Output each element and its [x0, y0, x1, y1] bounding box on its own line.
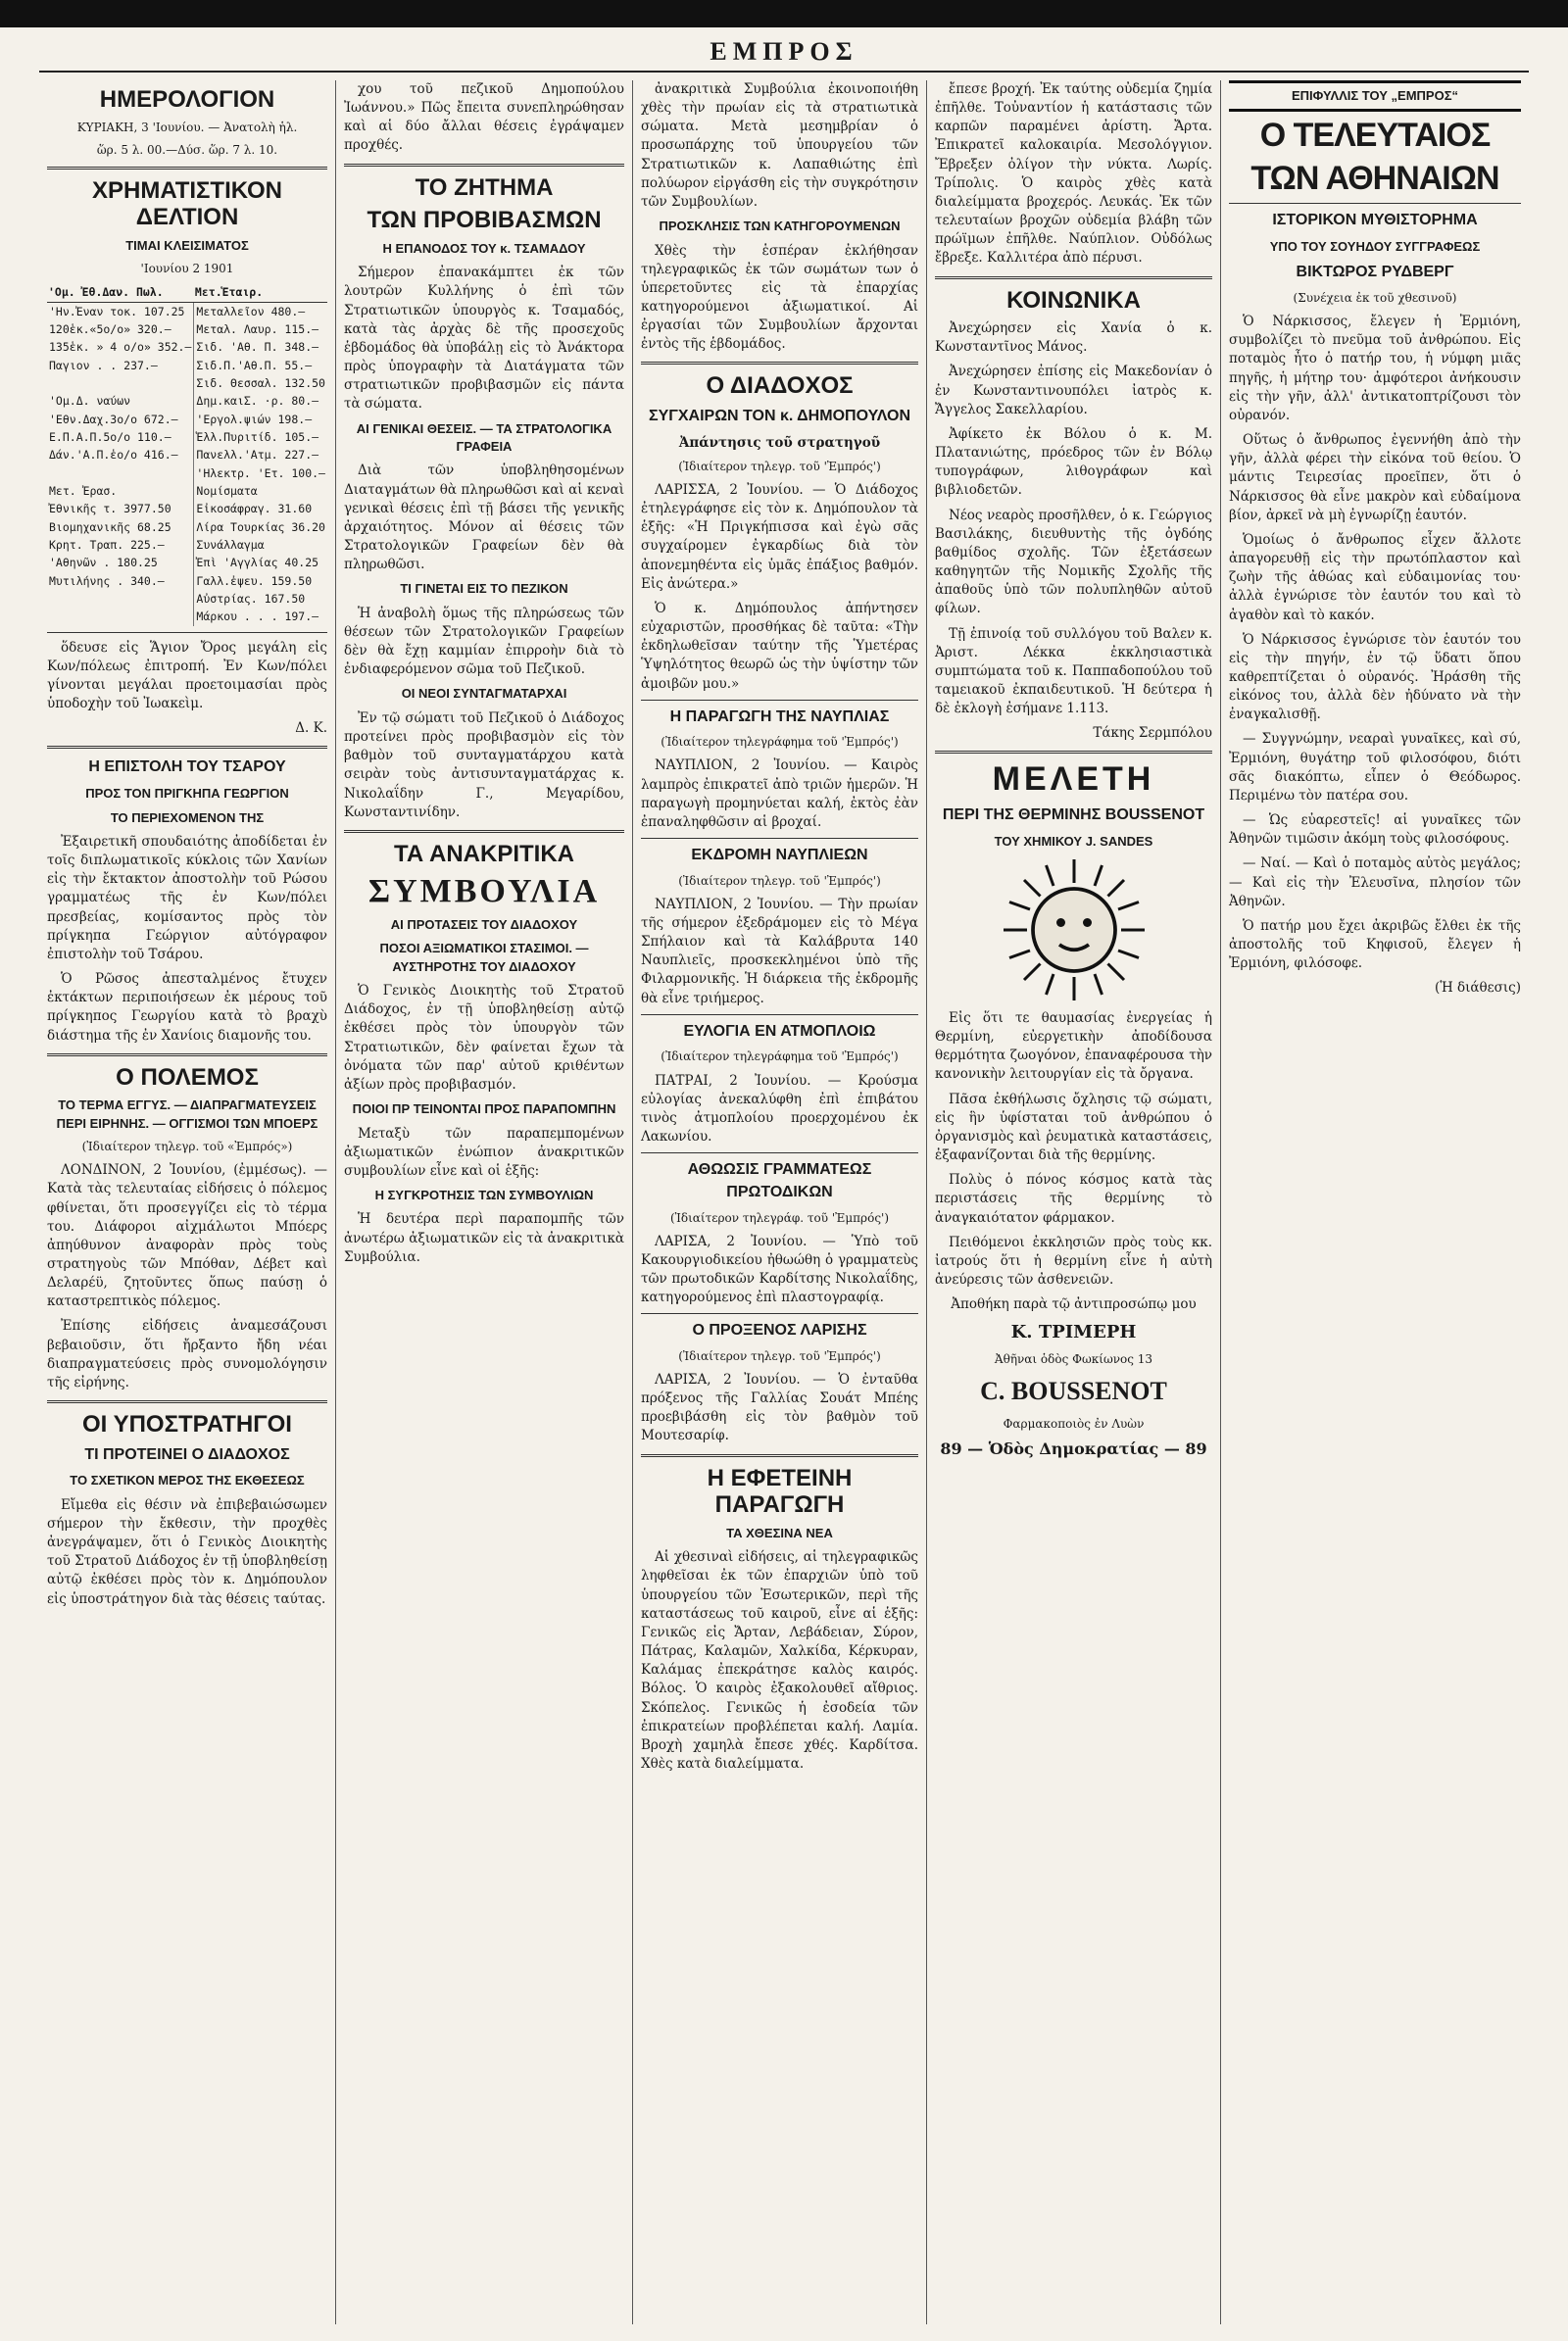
war-source: (Ἰδιαίτερον τηλεγρ. τοῦ «Ἐμπρός») — [81, 1140, 293, 1154]
ship-source: (Ἰδιαίτερον τηλεγράφημα τοῦ 'Ἐμπρός') — [661, 1049, 899, 1064]
study-agent-address: Ἀθῆναι ὁδὸς Φωκίωνος 13 — [994, 1351, 1153, 1366]
councils-subtitle: ΑΙ ΠΡΟΤΑΣΕΙΣ ΤΟΥ ΔΙΑΔΟΧΟΥ — [390, 916, 578, 932]
stock-cell-left: Βιομηχανικῆς 68.25 — [47, 518, 194, 536]
study-agent-note: Ἀποθήκη παρὰ τῷ ἀντιπροσώπῳ μου — [951, 1296, 1197, 1313]
social-paragraph: Τῇ ἐπινοίᾳ τοῦ συλλόγου τοῦ Βαλεν κ. Ἀριστ. Λέκκα ἐκκλησιαστικὰ συμπτώματα τοῦ κ. Παππαδοπούλου τοῦ ταμειακοῦ ἐκπαιδευτικοῦ. Ἡ δεύτερα ἡ δὲ ἐκλογὴ ἐσήμανε 1.113. — [935, 625, 1212, 717]
stock-cell-left: Ἐθνικῆς τ. 3977.50 — [47, 500, 194, 517]
calendar-line: ὥρ. 5 λ. 00.—Δύσ. ὥρ. 7 λ. 10. — [96, 142, 278, 157]
war-subtitle: ΤΟ ΤΕΡΜΑ ΕΓΓΥΣ. — ΔΙΑΠΡΑΓΜΑΤΕΥΣΕΙΣ ΠΕΡΙ ΕΙΡΗΝΗΣ. — ΟΓΓΙΣΜΟΙ ΤΩΝ ΜΠΟΕΡΣ — [56, 1097, 318, 1131]
question-paragraph: Σήμερον ἐπανακάμπτει ἐκ τῶν λουτρῶν Κυλλήνης ὁ ἐπὶ τῶν Στρατιωτικῶν ὑπουργὸς κ. Τσαμαδός, κατὰ τὰς ἀρχὰς δὲ τῆς προσεχοῦς ἑβδομάδος θὰ ὑποβάλῃ εἰς τὸ Ἀνάκτορα πρὸς ὑπογραφὴν τὰ Διατάγματα τῶν στρατιωτικῶν προβιβασμῶν εἰς πάντα τὰ σώματα. — [344, 265, 624, 413]
consul-source: (Ἰδιαίτερον τηλεγρ. τοῦ 'Ἐμπρός') — [678, 1348, 881, 1363]
divider — [344, 830, 624, 833]
harvest-subtitle: ΤΑ ΧΘΕΣΙΝΑ ΝΕΑ — [726, 1525, 833, 1540]
stock-cell-left: 135ἑκ. » 4 ο/ο» 352.— — [47, 338, 194, 356]
question-title: ΤΟ ΖΗΤΗΜΑ — [415, 173, 554, 201]
stock-cell-left — [47, 374, 194, 392]
study-subtitle: ΠΕΡΙ ΤΗΣ ΘΕΡΜΙΝΗΣ BOUSSENOT — [942, 805, 1205, 823]
consul-title: Ο ΠΡΟΞΕΝΟΣ ΛΑΡΙΣΗΣ — [692, 1322, 867, 1340]
councils-title: ΤΑ ΑΝΑΚΡΙΤΙΚΑ — [394, 840, 574, 867]
stock-cell-right: Πανελλ.'Ατμ. 227.— — [196, 448, 319, 463]
heir-paragraph: ΛΑΡΙΣΣΑ, 2 Ἰουνίου. — Ὁ Διάδοχος ἐτηλεγράφησε εἰς τὸν κ. Δημόπουλον τὰ ἑξῆς: «Ἡ Πριγκήπισσα καὶ ἐγὼ σᾶς συγχαίρομεν ἐγκαρδίως διὰ τὸν ἀπονεμηθέντα εἰς ὑμᾶς ἐπάξιος βαθμόν. Εἰς ἀνώτερα.» — [641, 481, 918, 592]
novel-paragraph: Ὁ Νάρκισσος, ἔλεγεν ἡ Ἐρμιόνη, συμβολίζει τὸ πνεῦμα τοῦ ἀνθρώπου. Εἰς ποταμὸς ἦτο ὁ πατήρ του, ἡ νύμφη μιᾶς πηγῆς, ἡ μήτηρ του· ἀμφότεροι ἀνήκουσιν εἰς τὴν γῆν, ἀλλ' ἀντικατοπτρίζουσι τὸν οὐρανόν. — [1229, 314, 1521, 423]
letter-subtitle: ΠΡΟΣ ΤΟΝ ΠΡΙΓΚΗΠΑ ΓΕΩΡΓΙΟΝ — [85, 786, 289, 802]
stock-cell-left: Κρητ. Τραπ. 225.— — [47, 536, 194, 554]
divider — [641, 1313, 918, 1314]
stock-row — [47, 357, 327, 374]
stock-cell-left — [47, 608, 194, 625]
question-title-2: ΤΩΝ ΠΡΟΒΙΒΑΣΜΩΝ — [367, 207, 602, 234]
stock-cell-right: Μεταλ. Λαυρ. 115.— — [196, 321, 319, 336]
councils-paragraph: Ἡ δευτέρα περὶ παραπομπῆς τῶν ἀνωτέρω ἀξιωματικῶν εἰς τὰ ἀνακριτικὰ Συμβούλια. — [344, 1211, 624, 1265]
stock-cell-right: Συνάλλαγμα — [196, 537, 265, 552]
social-paragraph: Ἀνεχώρησεν εἰς Χανία ὁ κ. Κωνσταντῖνος Μάνος. — [935, 320, 1212, 356]
top-black-bar — [0, 0, 1568, 27]
study-subtitle-2: ΤΟΥ ΧΗΜΙΚΟΥ J. SANDES — [994, 833, 1153, 849]
heir-subtitle: ΣΥΓΧΑΙΡΩΝ ΤΟΝ κ. ΔΗΜΟΠΟΥΛΟΝ — [648, 408, 911, 425]
trip-paragraph: ΝΑΥΠΛΙΟΝ, 2 Ἰουνίου. — Τὴν πρωίαν τῆς σήμερον ἐξεδράμομεν εἰς τὸ Μέγα Σπήλαιον καὶ τὰ Καλάβρυτα 140 Ναυπλιεῖς, προσκεκλημένοι ὑπὸ τῆς Φιλαρμονικῆς. Ἡ διάρκεια τῆς ἐκδρομῆς θὰ εἶνε τριήμερος. — [641, 896, 918, 1006]
divider — [935, 751, 1212, 754]
finance-date: 'Ιουνίου 2 1901 — [140, 262, 234, 276]
intro-signature: Δ. Κ. — [295, 720, 327, 737]
column-2 — [336, 80, 633, 2324]
novel-paragraph: Οὕτως ὁ ἄνθρωπος ἐγεννήθη ἀπὸ τὴν γῆν, ἀλλὰ φέρει τὴν εἰκόνα τοῦ θείου. Ὁ μάντις Τειρεσίας προεῖπεν, ὅτι ὁ Νάρκισσος θὰ εἶνε μακρὸν καὶ εὐδαίμονα βίον, ἀρκεῖ νὰ μὴ ἐγνωρίζῃ ἑαυτόν. — [1229, 432, 1521, 523]
question-paragraph: Ἡ ἀναβολὴ ὅμως τῆς πληρώσεως τῶν θέσεων τῶν Στρατολογικῶν Γραφείων δὲν θὰ ἔχῃ καμμίαν ἐπιρροὴν διὰ τὸ ἐνδιαφερόμενον σῶμα τοῦ Πεζικοῦ. — [344, 605, 624, 678]
accused-paragraph: Χθὲς τὴν ἑσπέραν ἐκλήθησαν τηλεγραφικῶς ἐκ τῶν σωμάτων των ὁ ὑπερετοῦντες εἰς τὰ ἐπαρχίας κατηγορούμενοι ἀξιωματικοί. Αἱ ἐργασίαι τῶν Συμβουλίων ἄρχονται ἐντὸς τῆς ἑβδομάδος. — [641, 242, 918, 353]
stock-cell-left: Μυτιλήνης . 340.— — [47, 572, 194, 590]
stock-cell-left: 'Ομ.Δ. ναύων — [47, 392, 194, 410]
stock-cell-left — [47, 590, 194, 608]
novel-title: Ο ΤΕΛΕΥΤΑΙΟΣ — [1259, 117, 1491, 155]
divider — [344, 164, 624, 167]
study-brand-subtitle: Φαρμακοποιὸς ἐν Λυὼν — [1003, 1416, 1145, 1431]
novel-end-note: (Ἡ διάθεσις) — [1435, 980, 1521, 997]
divider — [641, 362, 918, 365]
generals-paragraph: Εἴμεθα εἰς θέσιν νὰ ἐπιβεβαιώσωμεν σήμερον τὴν ἔκθεσιν, τὴν προχθὲς ἀνεγράψαμεν, ὅτι ὁ Γενικὸς Διοικητὴς τοῦ Στρατοῦ Διάδοχος ἐν τῇ ὑποβληθείσῃ αὐτῷ ἐκθέσει πρὸς τὸν κ. Δημόπουλον εἰς ὑποστράτηγον διὰ τὰς θέσεις ταύτας. — [47, 1496, 327, 1607]
study-paragraph: Εἰς ὅτι τε θαυμασίας ἐνεργείας ἡ Θερμίνη, εὐεργετικὴν ἀποδίδουσα θερμότητα ζωογόνον, ἐπαναφέρουσα τὴν κανονικὴν λειτουργίαν εἰς τὰ ὄργανα. — [935, 1010, 1212, 1083]
social-paragraph: Ἀνεχώρησεν ἐπίσης εἰς Μακεδονίαν ὁ ἐν Κωνσταντινουπόλει ἰατρὸς κ. Ἄγγελος Σακελλαρίου. — [935, 364, 1212, 417]
social-paragraph: Νέος νεαρὸς προσῆλθεν, ὁ κ. Γεώργιος Βασιλάκης, διευθυντὴς τῆς ὀγδόης βαθμίδος σχολῆς. Τῶν ἐξετάσεων καθηγητῶν τῆς Νομικῆς Σχολῆς τῆς ἀπαθοῦς ὑπὸ τῶν πολυπληθῶν αὐτοῦ φίλων. — [935, 507, 1212, 617]
stock-row — [47, 446, 327, 463]
feuilleton-label: ΕΠΙΦΥΛΛΙΣ ΤΟΥ „ΕΜΠΡΟΣ“ — [1291, 88, 1459, 103]
letter-title: Η ΕΠΙΣΤΟΛΗ ΤΟΥ ΤΣΑΡΟΥ — [88, 758, 286, 776]
novel-byline: ΥΠΟ ΤΟΥ ΣΟΥΗΔΟΥ ΣΥΓΓΡΑΦΕΩΣ — [1269, 238, 1481, 254]
finance-subtitle: ΤΙΜΑΙ ΚΛΕΙΣΙΜΑΤΟΣ — [125, 237, 249, 253]
stock-row — [47, 500, 327, 517]
stock-cell-right: Μάρκου . . . 197.— — [196, 610, 319, 624]
heir-paragraph: Ὁ κ. Δημόπουλος ἀπήντησεν εὐχαριστῶν, προσθήκας δὲ ταῦτα: «Τὴν ἐκδηλωθεῖσαν ταύτην τῆς Ὑμετέρας Ὑψηλότητος θεωρῶ ὡς τὴν ὑψίστην τῶν ἀμοιβῶν μου.» — [641, 600, 918, 692]
stock-row — [47, 320, 327, 338]
stock-cell-right: Γαλλ.ἐψευ. 159.50 — [196, 573, 313, 588]
stock-row — [47, 374, 327, 392]
newspaper-page — [39, 80, 1529, 2324]
divider — [47, 1053, 327, 1056]
novel-paragraph: — Συγγνώμην, νεαραὶ γυναῖκες, καὶ σύ, Ἐρμιόνη, θυγάτηρ τοῦ φιλοσόφου, διότι σᾶς διακόπτω, εἶπεν ὁ Θεόδωρος. Περιμένω τὸν πατέρα σου. — [1229, 731, 1521, 804]
stock-row — [47, 590, 327, 608]
stock-row — [47, 428, 327, 446]
trip-title: ΕΚΔΡΟΜΗ ΝΑΥΠΛΙΕΩΝ — [691, 847, 868, 864]
heir-subtitle-2: Ἀπάντησις τοῦ στρατηγοῦ — [678, 434, 881, 451]
ship-paragraph: ΠΑΤΡΑΙ, 2 Ἰουνίου. — Κρούσμα εὐλογίας ἀνεκαλύφθη ἐπὶ ἐπιβάτου τινὸς ἀτμοπλοίου προερχομένου ἐκ Λακωνίου. — [641, 1072, 918, 1145]
divider — [47, 167, 327, 170]
stock-cell-right: Σιδ.Π.'Αθ.Π. 55.— — [196, 358, 313, 372]
heir-title: Ο ΔΙΑΔΟΧΟΣ — [706, 372, 854, 400]
social-title: ΚΟΙΝΩΝΙΚΑ — [1006, 286, 1141, 314]
social-signature: Τάκης Σερμπόλου — [1093, 725, 1212, 742]
question-paragraph: Διὰ τῶν ὑποβληθησομένων Διαταγμάτων θὰ πληρωθῶσι καὶ αἱ κεναὶ γενικαὶ θέσεις ἐπὶ τῇ βάσει τῆς γενικῆς ἀρχαιότητος. Μόνον αἱ θέσεις τῶν Στρατολογικῶν Γραφείων δὲν θὰ πληρωθῶσι. — [344, 463, 624, 573]
stock-row — [47, 464, 327, 482]
war-paragraph: ΛΟΝΔΙΝΟΝ, 2 Ἰουνίου, (ἐμμέσως). — Κατὰ τὰς τελευταίας εἰδήσεις ὁ πόλεμος φθίνεται, ὅτι προσεγγίζει εἰς τὸ τέρμα του. Διάφοροι αἰχμάλωτοι Μπόερς ἀπηύθυνον ἀναφορὰν πρὸς τοὺς στρατηγοὺς τῶν Μπόθαν, Δέβετ καὶ Δελαρέϋ, ζητοῦντες ὅπως παύσῃ ὁ καταστρεπτικὸς πόλεμος. — [47, 1162, 327, 1310]
stock-cell-right: Ἐπὶ 'Αγγλίας 40.25 — [196, 556, 319, 570]
novel-title-2: ΤΩΝ ΑΘΗΝΑΙΩΝ — [1250, 159, 1499, 197]
question-subtitle: ΟΙ ΝΕΟΙ ΣΥΝΤΑΓΜΑΤΑΡΧΑΙ — [401, 686, 567, 702]
continued-text: ἔπεσε βροχή. Ἐκ ταύτης οὐδεμία ζημία ἐπῆλθε. Τοὐναντίον ἡ κατάστασις τῶν καρπῶν παραμένει ἀρίστη. Ἄρτα. Ἐπικρατεῖ καλοκαιρία. Μεσολόγγιον. Ἔβρεξεν ὀλίγον τὴν νύκτα. Λωρίς. Τρίπολις. Ὁ καιρὸς χθὲς κατὰ διαλείμματα βροχερός. Λευκάς. Ἐκ τῶν τελευταίων βροχῶν οὐδεμία βλάβη τῶν πρώϊμων ἐπῆλθε. Ναύπλιον. Οὐδόλως ἔβρεξε. Καλλιτέρα ἀπὸ πέρυσι. — [935, 81, 1212, 267]
war-paragraph: Ἐπίσης εἰδήσεις ἀναμεσάζουσι βεβαιοῦσιν, ὅτι ἤρξαντο ἤδη νέαι διαπραγματεύσεις πρὸς συνομολόγησιν τῆς εἰρήνης. — [47, 1318, 327, 1390]
column-4 — [927, 80, 1221, 2324]
generals-subtitle-2: ΤΟ ΣΧΕΤΙΚΟΝ ΜΕΡΟΣ ΤΗΣ ΕΚΘΕΣΕΩΣ — [70, 1473, 305, 1488]
generals-subtitle: ΤΙ ΠΡΟΤΕΙΝΕΙ Ο ΔΙΑΔΟΧΟΣ — [84, 1445, 290, 1463]
study-brand: C. BOUSSENOT — [980, 1376, 1167, 1405]
trip-source: (Ἰδιαίτερον τηλεγρ. τοῦ 'Ἐμπρός') — [678, 873, 881, 888]
study-footer-address: 89 — Ὁδὸς Δημοκρατίας — 89 — [940, 1439, 1207, 1458]
divider — [641, 1454, 918, 1457]
accused-title: ΠΡΟΣΚΛΗΣΙΣ ΤΩΝ ΚΑΤΗΓΟΡΟΥΜΕΝΩΝ — [659, 219, 901, 234]
stock-table-body — [47, 302, 327, 625]
stock-cell-left: 'Αθηνῶν . 180.25 — [47, 554, 194, 571]
stock-cell-right: Ἑλλ.Πυριτίδ. 105.— — [196, 429, 319, 444]
divider — [1229, 203, 1521, 204]
harvest-paragraph: Αἱ χθεσιναὶ εἰδήσεις, αἱ τηλεγραφικῶς ληφθεῖσαι ἐκ τῶν ἐπαρχιῶν ὑπὸ τοῦ ὑπουργείου τῶν Ἐσωτερικῶν, περὶ τῆς καταστάσεως τοῦ καιροῦ, εἶνε αἱ ἑξῆς: Γενικῶς εἰς Ἄρταν, Λεβάδειαν, Σύρον, Πάτρας, Καλαμῶν, Χαλκίδα, Κέρκυραν, Καλάμας ἐπεκράτησε καλὸς καιρός. Βόλος. Ὁ καιρὸς ἐξακολουθεῖ αἴθριος. Σκόπελος. Γενικῶς ἡ ἐσοδεία τῶν ἐπικρατείων προβλέπεται καλή. Λαμία. Βροχὴ χαμηλὰ ἔπεσε χθές. Καρδίτσα. Χθὲς κατὰ διαλείμματα. — [641, 1549, 918, 1772]
heir-source: (Ἰδιαίτερον τηλεγρ. τοῦ 'Ἐμπρός') — [678, 459, 881, 473]
councils-subtitle: ΠΟΣΟΙ ΑΞΙΩΜΑΤΙΚΟΙ ΣΤΑΣΙΜΟΙ. — ΑΥΣΤΗΡΟΤΗΣ ΤΟΥ ΔΙΑΔΟΧΟΥ — [379, 941, 589, 974]
nafplio-source: (Ἰδιαίτερον τηλεγράφημα τοῦ 'Ἐμπρός') — [661, 735, 899, 750]
divider — [641, 1152, 918, 1153]
ship-title: ΕΥΛΟΓΙΑ ΕΝ ΑΤΜΟΠΛΟΙΩ — [683, 1022, 876, 1040]
divider — [47, 746, 327, 749]
divider — [47, 1400, 327, 1403]
stock-cell-right: Σιδ. Θεσσαλ. 132.50 — [196, 375, 325, 390]
stock-cell-left: Παγιον . . 237.— — [47, 357, 194, 374]
divider — [641, 838, 918, 839]
councils-title-2: ΣΥΜΒΟΥΛΙΑ — [368, 873, 601, 910]
stock-cell-right: 'Ηλεκτρ. 'Ετ. 100.— — [196, 465, 325, 480]
sun-face-icon — [1001, 856, 1148, 1003]
question-subtitle: ΤΙ ΓΙΝΕΤΑΙ ΕΙΣ ΤΟ ΠΕΖΙΚΟΝ — [400, 581, 568, 597]
stock-row — [47, 411, 327, 428]
secretary-source: (Ἰδιαίτερον τηλεγράφ. τοῦ 'Ἐμπρός') — [669, 1210, 890, 1225]
feuilleton-bar — [1229, 80, 1521, 112]
novel-paragraph: — Ὡς εὐαρεστεῖς! αἱ γυναῖκες τῶν Ἀθηνῶν τιμῶσιν ἀκόμη τοὺς φιλοσόφους. — [1229, 812, 1521, 848]
stock-table — [47, 283, 327, 625]
stock-cell-left: Δάν.'Α.Π.ἑο/ο 416.— — [47, 446, 194, 463]
harvest-title: Η ΕΦΕΤΕΙΝΗ ΠΑΡΑΓΩΓΗ — [707, 1464, 853, 1519]
newspaper-masthead: ΕΜΠΡΟΣ — [39, 27, 1529, 73]
study-title: ΜΕΛΕΤΗ — [992, 760, 1155, 799]
stock-cell-left: 'Ην.Ἐναν τοκ. 107.25 — [47, 302, 194, 320]
study-agent-name: Κ. ΤΡΙΜΕΡΗ — [1010, 1322, 1137, 1343]
stock-cell-right: Δημ.καιΣ. ·ρ. 80.— — [196, 394, 319, 409]
stock-cell-left: Μετ. Ἐρασ. — [47, 482, 194, 500]
calendar-line: ΚΥΡΙΑΚΗ, 3 'Ιουνίου. — Ἀνατολὴ ἡλ. — [76, 120, 298, 134]
question-subtitle: Η ΕΠΑΝΟΔΟΣ ΤΟΥ κ. ΤΣΑΜΑΔΟΥ — [382, 240, 586, 256]
stock-row — [47, 302, 327, 320]
column-3 — [633, 80, 927, 2324]
stock-row — [47, 392, 327, 410]
continued-text: χου τοῦ πεζικοῦ Δημοπούλου Ἰωάννου.» Πῶς ἔπειτα συνεπληρώθησαν καὶ αἱ δύο ἄλλαι θέσεις ἐγράψαμεν προχθές. — [344, 81, 624, 154]
councils-paragraph: Μεταξὺ τῶν παραπεμπομένων ἀξιωματικῶν ἐνώπιον ἀνακριτικῶν συμβουλίων εἶνε καὶ οἱ ἑξῆς: — [344, 1125, 624, 1179]
question-paragraph: Ἐν τῷ σώματι τοῦ Πεζικοῦ ὁ Διάδοχος προτείνει πρὸς προβιβασμὸν εἰς τὸν βαθμὸν τοῦ συνταγματάρχου κατὰ σειρὰν τοὺς ἀντισυνταγματάρχας κ. Νικολαΐδην Γ., Μεγαρίδου, Κωνσταντινίδην. — [344, 709, 624, 820]
stock-cell-right: Εἰκοσάφραγ. 31.60 — [196, 502, 313, 516]
novel-paragraph: Ὁ πατήρ μου ἔχει ἀκριβῶς ἔλθει ἐκ τῆς ἀποστολῆς τοῦ Κηφισοῦ, ἔλεγεν ἡ Ἐρμιόνη, φιλόσοφε. — [1229, 917, 1521, 972]
stock-cell-right: Μεταλλεῖον 480.— — [196, 304, 306, 318]
social-paragraph: Ἀφίκετο ἐκ Βόλου ὁ κ. Μ. Πλατανιώτης, πρόεδρος τῶν ἐν Βόλῳ τυπογράφων, λιθογράφων καὶ βιβλιοδετῶν. — [935, 425, 1212, 499]
secretary-title: ΑΘΩΩΣΙΣ ΓΡΑΜΜΑΤΕΩΣ ΠΡΩΤΟΔΙΚΩΝ — [687, 1161, 872, 1200]
novel-paragraph: Ὁμοίως ὁ ἄνθρωπος εἶχεν ἄλλοτε ἀπαγορευθῇ εἰς τὴν πρωτόπλαστον καὶ ζωὴν τῆς ἀθώας καὶ εὐδαιμονίας του· ἀλλὰ ἐγνώρισε τὸν ἑαυτόν του καὶ τὸ ἀγαθὸν καὶ τὸ κακόν. — [1229, 531, 1521, 623]
novel-genre: ΙΣΤΟΡΙΚΟΝ ΜΥΘΙΣΤΟΡΗΜΑ — [1272, 212, 1478, 229]
stock-cell-left — [47, 464, 194, 482]
stock-cell-right: Σιδ. 'Αθ. Π. 348.— — [196, 340, 319, 355]
stock-cell-left: 'Εθν.Δαχ.3ο/ο 672.— — [47, 411, 194, 428]
divider — [641, 1014, 918, 1015]
novel-author: ΒΙΚΤΩΡΟΣ ΡΥΔΒΕΡΓ — [1296, 264, 1454, 281]
divider — [935, 276, 1212, 279]
nafplio-paragraph: ΝΑΥΠΛΙΟΝ, 2 Ἰουνίου. — Καιρὸς λαμπρὸς ἐπικρατεῖ ἀπὸ τριῶν ἡμερῶν. Ἡ παραγωγὴ προμηνύεται καλή, ἐκτὸς ἐὰν ἐπαναληφθῶσιν αἱ βροχαί. — [641, 757, 918, 830]
nafplio-title: Η ΠΑΡΑΓΩΓΗ ΤΗΣ ΝΑΥΠΛΙΑΣ — [669, 707, 890, 725]
intro-text: ὅδευσε εἰς Ἅγιον Ὄρος μεγάλη εἰς Κων/πόλεως ἐπιτροπή. Ἐν Κων/πόλει γίνονται μεγάλαι προετοιμασίαι πρὸς ὑποδοχὴν τοῦ Ἰωακεὶμ. — [47, 639, 327, 712]
study-paragraph: Πολὺς ὁ πόνος κόσμος κατὰ τὰς περιστάσεις τῆς θερμίνης τὸ ἀναγκαιότατον φάρμακον. — [935, 1172, 1212, 1226]
divider — [47, 632, 327, 633]
stock-cell-right: Νομίσματα — [196, 483, 258, 498]
question-subtitle: ΑΙ ΓΕΝΙΚΑΙ ΘΕΣΕΙΣ. — ΤΑ ΣΤΡΑΤΟΛΟΓΙΚΑ ΓΡΑΦΕΙΑ — [356, 420, 612, 454]
study-paragraph: Πειθόμενοι ἐκκλησιῶν πρὸς τοὺς κκ. ἰατρούς ὅτι ἡ θερμίνη εἶνε ἡ αὐτὴ ἀνεύρεσις τῶν ἀσθενειῶν. — [935, 1234, 1212, 1289]
stock-row — [47, 518, 327, 536]
study-paragraph: Πᾶσα ἐκθήλωσις ὄχλησις τῷ σώματι, εἰς ἣν ὑφίσταται τοῦ ἀνθρώπου ὁ ὀργανισμὸς καὶ ῥευματικὰ καταστάσεις, ἐξαφανίζονται διὰ τῆς θερμίνης. — [935, 1091, 1212, 1164]
novel-continuation: (Συνέχεια ἐκ τοῦ χθεσινοῦ) — [1293, 291, 1457, 306]
stock-head-right: Μετ.Ἑταιρ. — [194, 283, 327, 302]
column-5 — [1221, 80, 1529, 2324]
stock-cell-right: Λίρα Τουρκίας 36.20 — [196, 519, 325, 534]
letter-paragraph: Ὁ Ρῶσος ἀπεσταλμένος ἔτυχεν ἐκτάκτων περιποιήσεων ἐκ μέρους τοῦ πρίγκηπος Γεωργίου κατὰ τὸ βραχὺ διάστημα τῆς ἐν Χανίοις διαμονῆς του. — [47, 971, 327, 1044]
councils-subtitle: Η ΣΥΓΚΡΟΤΗΣΙΣ ΤΩΝ ΣΥΜΒΟΥΛΙΩΝ — [374, 1188, 594, 1203]
generals-title: ΟΙ ΥΠΟΣΤΡΑΤΗΓΟΙ — [82, 1411, 292, 1439]
stock-row — [47, 482, 327, 500]
novel-paragraph: — Ναί. — Καὶ ὁ ποταμὸς αὐτὸς μεγάλος; — Καὶ εἰς τὴν Ἐλευσῖνα, πλησίον τῶν Ἀθηνῶν. — [1229, 855, 1521, 909]
stock-cell-right: 'Εργολ.ψιών 198.— — [196, 412, 313, 426]
stock-head-left: 'Ομ. Ἐθ.Δαν. Πωλ. — [47, 283, 194, 302]
stock-cell-left: Ε.Π.Α.Π.5ο/ο 110.— — [47, 428, 194, 446]
calendar-title: ΗΜΕΡΟΛΟΓΙΟΝ — [99, 86, 275, 113]
letter-subtitle-2: ΤΟ ΠΕΡΙΕΧΟΜΕΝΟΝ ΤΗΣ — [110, 809, 265, 825]
column-1 — [39, 80, 336, 2324]
stock-cell-left: 120ἑκ.«5ο/ο» 320.— — [47, 320, 194, 338]
stock-row — [47, 338, 327, 356]
finance-title: ΧΡΗΜΑΤΙΣΤΙΚΟΝ ΔΕΛΤΙΟΝ — [92, 176, 282, 231]
stock-row — [47, 572, 327, 590]
continued-text: ἀνακριτικὰ Συμβούλια ἐκοινοποιήθη χθὲς τὴν πρωίαν εἰς τὰ στρατιωτικὰ σώματα. Μετὰ μεσημβρίαν ὁ προσωπάρχης τοῦ ὑπουργείου τῶν Στρατιωτικῶν κ. Λαπαθιώτης ἐπὶ πολύωρον εἰργάσθη εἰς τὴν συγκρότησιν τῶν Συμβουλίων. — [641, 81, 918, 210]
novel-paragraph: Ὁ Νάρκισσος ἐγνώρισε τὸν ἑαυτόν του εἰς τὴν πηγήν, ἐν τῷ ὕδατι ὅπου καθρεπτίζεται ὁ οὐρανός. Ἠράσθη τῆς εἰκόνος του, ἀλλὰ δὲν ἠδύνατο νὰ τὴν ἐναγκαλισθῇ. — [1229, 631, 1521, 723]
stock-row — [47, 608, 327, 625]
councils-paragraph: Ὁ Γενικὸς Διοικητὴς τοῦ Στρατοῦ Διάδοχος, ἐν τῇ ὑποβληθείσῃ αὐτῷ ἐκθέσει πρὸς τὸν ὑπουργὸν τῶν Στρατιωτικῶν, δὲν φαίνεται ἔχων τὰ ὀνόματα τῶν παρ' αὐτοῦ κριθέντων ἀξίων πρὸς προβιβασμόν. — [344, 983, 624, 1093]
councils-subtitle: ΠΟΙΟΙ ΠΡ ΤΕΙΝΟΝΤΑΙ ΠΡΟΣ ΠΑΡΑΠΟΜΠΗΝ — [352, 1101, 616, 1117]
secretary-paragraph: ΛΑΡΙΣΑ, 2 Ἰουνίου. — Ὑπὸ τοῦ Κακουργιοδικείου ἠθωώθη ὁ γραμματεὺς τῶν πρωτοδικῶν Καρδίτσης Νικολαΐδης, κατηγορούμενος ἐπὶ πλαστογραφίᾳ. — [641, 1233, 918, 1306]
war-title: Ο ΠΟΛΕΜΟΣ — [116, 1063, 259, 1091]
letter-paragraph: Ἐξαιρετικῆ σπουδαιότης ἀποδίδεται ἐν τοῖς διπλωματικοῖς κύκλοις τῶν Χανίων εἰς τὴν ἔκτακτον ἀποστολὴν τοῦ Ρώσου γραμματέως τῆς ἐν Κων/πόλει πρεσβείας, κομίσαντος πρὸς τὸν πρίγκηπα Γεώργιον αὐτόγραφον ἐπιστολὴν τοῦ Τσάρου. — [47, 833, 327, 962]
divider — [641, 700, 918, 701]
stock-row — [47, 536, 327, 554]
consul-paragraph: ΛΑΡΙΣΑ, 2 Ἰουνίου. — Ὁ ἐνταῦθα πρόξενος τῆς Γαλλίας Σουάτ Μπέης προεβιβάσθη εἰς τὸν βαθμὸν τοῦ Μουτεσαρίφ. — [641, 1371, 918, 1444]
stock-row — [47, 554, 327, 571]
stock-cell-right: Αὐστρίας. 167.50 — [196, 591, 306, 606]
